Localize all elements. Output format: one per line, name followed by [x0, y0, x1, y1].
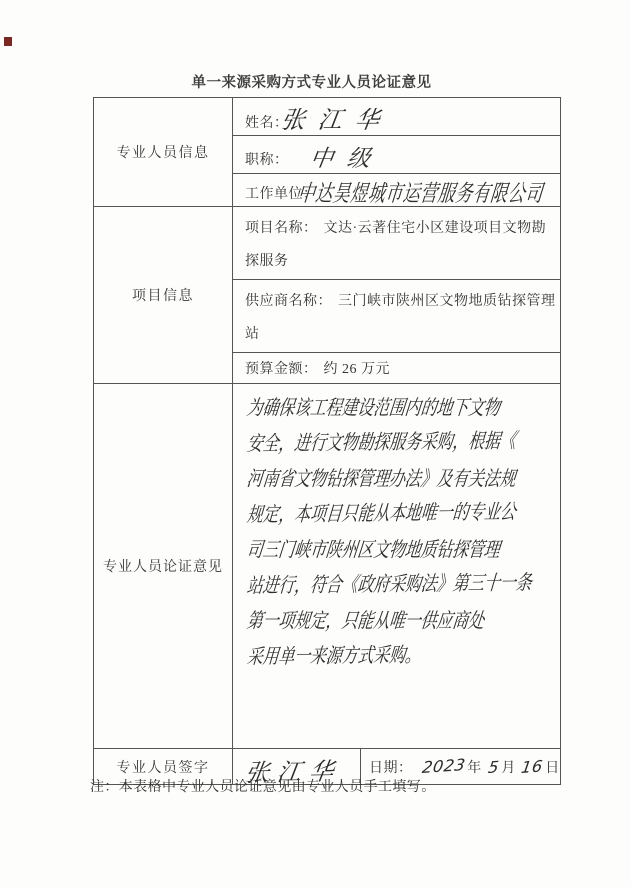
form-table	[93, 97, 561, 785]
table-row	[94, 98, 561, 136]
opinion-line: 安全，进行文物勘探服务采购，根据《	[245, 427, 518, 456]
cell-employer	[233, 174, 561, 207]
opinion-line: 司三门峡市陕州区文物地质钻探管理	[245, 537, 502, 562]
page-title: 单一来源采购方式专业人员论证意见	[191, 75, 432, 91]
opinion-line: 规定，本项目只能从本地唯一的专业公	[245, 498, 518, 527]
supplier-field-label: 供应商名称：	[245, 294, 332, 309]
day-unit-label: 日	[545, 760, 560, 776]
section-label-opinion: 专业人员论证意见	[94, 384, 233, 749]
month-unit-label: 月	[501, 760, 516, 776]
cell-project-name	[233, 207, 561, 280]
red-stamp-mark	[4, 37, 12, 46]
budget-value: 约 26 万元	[323, 362, 390, 377]
cell-opinion-handwritten	[233, 384, 561, 749]
opinion-line: 采用单一来源方式采购。	[245, 641, 423, 669]
opinion-line: 第一项规定，只能从唯一供应商处	[245, 608, 486, 633]
handwritten-month: 5	[486, 756, 501, 777]
project-name-field-label: 项目名称：	[245, 221, 318, 236]
section-label-project: 项目信息	[94, 207, 233, 384]
opinion-line: 站进行，符合《政府采购法》第三十一条	[245, 569, 533, 598]
opinion-line: 为确保该工程建设范围内的地下文物	[245, 395, 502, 420]
project-name-value: 文达·云著住宅小区建设项目文物勘探服务	[245, 221, 547, 269]
supplier-value: 三门峡市陕州区文物地质钻探管理站	[245, 294, 556, 342]
cell-name	[233, 98, 561, 136]
handwritten-day: 16	[519, 756, 545, 777]
handwritten-signature: 张江华	[243, 757, 344, 787]
cell-supplier-name	[233, 280, 561, 353]
section-label-signature: 专业人员签字	[94, 749, 233, 785]
section-label-personnel: 专业人员信息	[94, 98, 233, 207]
rank-field-label: 职称：	[245, 153, 289, 168]
employer-field-label: 工作单位：	[245, 186, 318, 202]
budget-field-label: 预算金额：	[245, 362, 318, 377]
opinion-line: 河南省文物钻探管理办法》及有关法规	[245, 466, 518, 491]
handwritten-employer: 中达昊煜城市运营服务有限公司	[295, 180, 545, 207]
date-field-label: 日期：	[369, 760, 413, 776]
handwritten-rank: 中级	[307, 146, 386, 172]
handwritten-name: 张江华	[278, 106, 394, 134]
cell-budget	[233, 353, 561, 384]
name-field-label: 姓名：	[245, 116, 289, 131]
table-row	[94, 207, 561, 280]
year-unit-label: 年	[467, 760, 482, 776]
handwritten-year: 2023	[420, 754, 467, 777]
footnote: 注：本表格中专业人员论证意见由专业人员手工填写。	[90, 780, 436, 795]
table-row	[94, 384, 561, 749]
cell-rank	[233, 136, 561, 174]
